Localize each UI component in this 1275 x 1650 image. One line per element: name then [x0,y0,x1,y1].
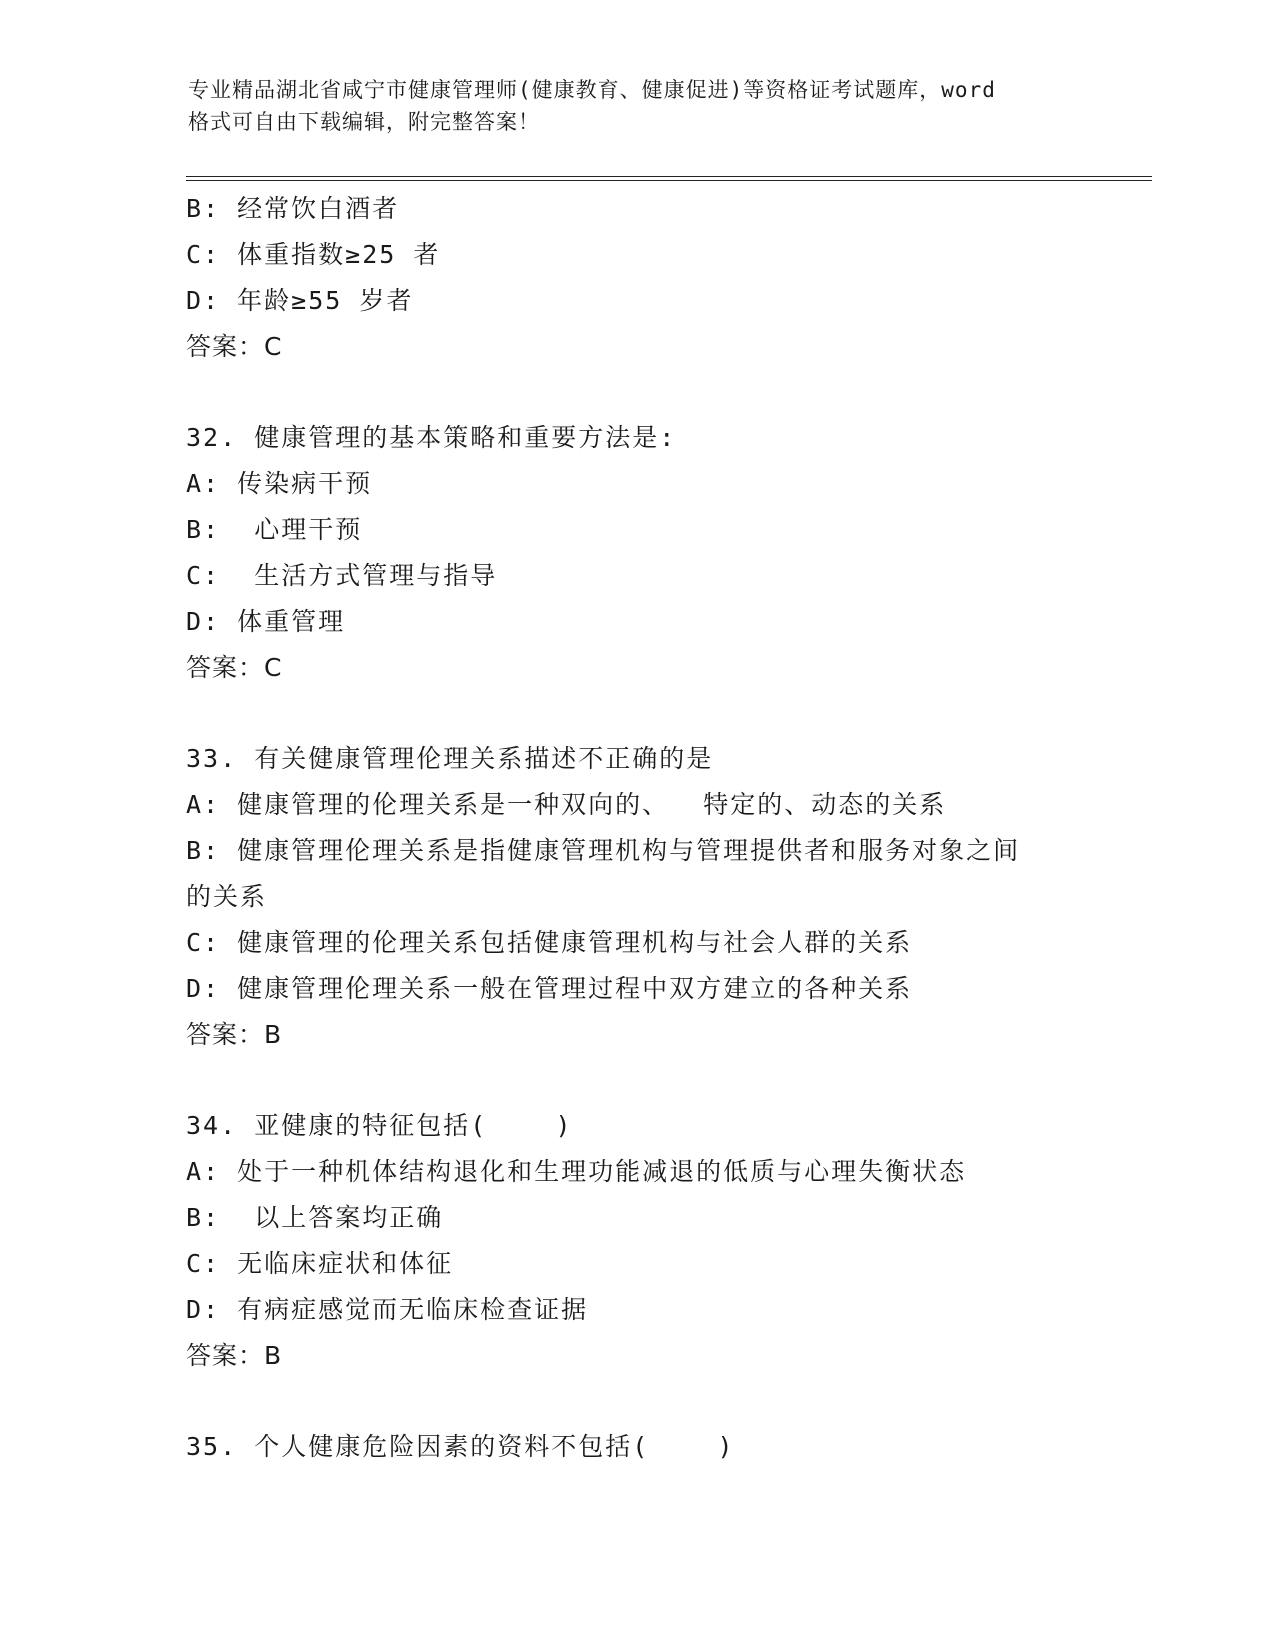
spacer [186,370,1086,415]
spacer [186,1058,1086,1103]
option-d: D: 健康管理伦理关系一般在管理过程中双方建立的各种关系 [186,974,913,1003]
option-a: A: 传染病干预 [186,469,373,498]
spacer [186,1379,1086,1424]
header-divider [186,176,1152,181]
option-c: C: 健康管理的伦理关系包括健康管理机构与社会人群的关系 [186,928,913,957]
question-35 [186,1424,1086,1470]
option-a: A: 健康管理的伦理关系是一种双向的、 特定的、动态的关系 [186,790,947,819]
option-d: D: 有病症感觉而无临床检查证据 [186,1295,589,1324]
question-34 [186,1103,1086,1379]
answer: 答案：B [186,1020,283,1049]
header-line-2: 格式可自由下载编辑，附完整答案！ [188,110,540,134]
option-d: D: 体重管理 [186,607,346,636]
option-c: C: 体重指数≥25 者 [186,240,441,269]
answer: 答案：B [186,1341,283,1370]
question-stem: 33. 有关健康管理伦理关系描述不正确的是 [186,744,714,773]
option-b: B: 心理干预 [186,515,363,544]
answer: 答案：C [186,332,283,361]
question-stem: 32. 健康管理的基本策略和重要方法是: [186,423,677,452]
question-stem: 35. 个人健康危险因素的资料不包括( ) [186,1432,735,1461]
option-c: C: 生活方式管理与指导 [186,561,498,590]
option-d: D: 年龄≥55 岁者 [186,286,414,315]
answer: 答案：C [186,653,283,682]
option-c: C: 无临床症状和体征 [186,1249,454,1278]
document-header [188,74,1088,138]
option-b-continued: 的关系 [186,882,268,911]
option-a: A: 处于一种机体结构退化和生理功能减退的低质与心理失衡状态 [186,1157,967,1186]
header-line-1: 专业精品湖北省咸宁市健康管理师(健康教育、健康促进)等资格证考试题库，word [188,78,996,102]
question-31 [186,186,1086,370]
option-b: B: 经常饮白酒者 [186,194,400,223]
option-b: B: 健康管理伦理关系是指健康管理机构与管理提供者和服务对象之间 [186,836,1021,865]
question-32 [186,415,1086,691]
question-list [186,186,1086,1470]
question-stem: 34. 亚健康的特征包括( ) [186,1111,573,1140]
option-b: B: 以上答案均正确 [186,1203,444,1232]
spacer [186,691,1086,736]
question-33 [186,736,1086,1058]
